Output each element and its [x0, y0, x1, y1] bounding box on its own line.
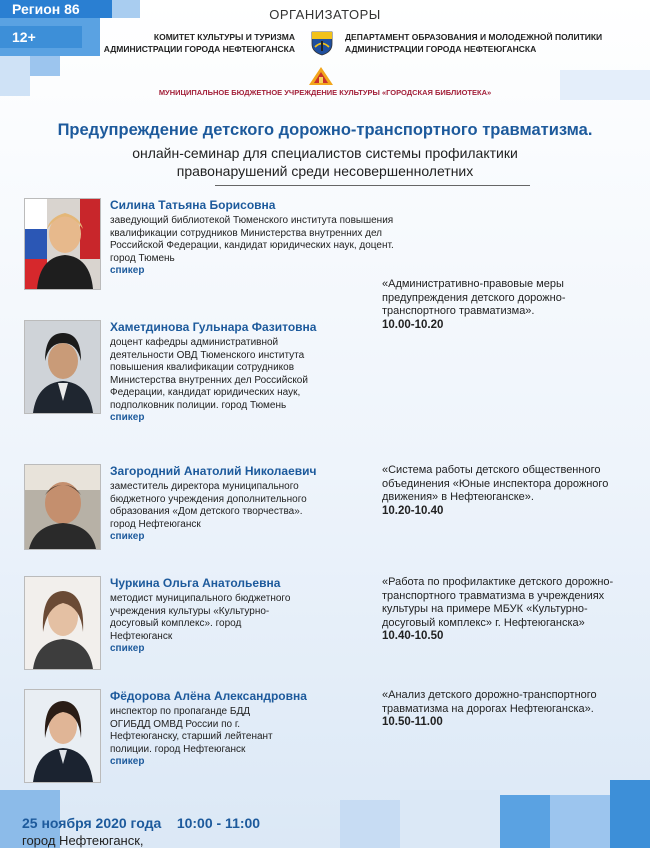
age-rating: 12+	[0, 26, 82, 48]
decor-tile	[30, 56, 60, 76]
speaker-description	[110, 593, 305, 656]
talk-info	[382, 576, 637, 644]
talk-time: 10.40-10.50	[382, 630, 444, 642]
speaker-name: Чуркина Ольга Анатольевна	[110, 576, 281, 590]
event-datetime	[22, 815, 260, 831]
speaker-details: заведующий библиотекой Тюменского института повышения квалификации сотрудников Министерства внутренних дел Российской Федерации, кандидат юридических наук, доцент. город Тюмень	[110, 215, 394, 264]
speaker-description	[110, 706, 290, 769]
speaker-name: Загородний Анатолий Николаевич	[110, 464, 317, 478]
organizer-culture-committee: КОМИТЕТ КУЛЬТУРЫ И ТУРИЗМА АДМИНИСТРАЦИИ ГОРОДА НЕФТЕЮГАНСКА	[103, 32, 295, 54]
talk-title: «Анализ детского дорожно-транспортного травматизма на дорогах Нефтеюганска».	[382, 689, 597, 715]
speaker-photo	[24, 689, 101, 783]
speaker-role: спикер	[110, 265, 145, 276]
speaker-details: инспектор по пропаганде БДД ОГИБДД ОМВД России по г. Нефтеюганску, старший лейтенант полиции. город Нефтеюганск	[110, 706, 273, 755]
speaker-details: методист муниципального бюджетного учреждения культуры «Культурно-досуговый комплекс». город Нефтеюганск	[110, 593, 291, 642]
decor-tile	[400, 790, 500, 848]
region-label: Регион 86	[0, 0, 112, 18]
decor-tile	[340, 800, 400, 848]
speaker-description	[110, 337, 340, 425]
talk-info	[382, 689, 637, 730]
decor-tile	[550, 795, 610, 848]
speaker-description	[110, 215, 395, 278]
city-crest-icon	[310, 30, 334, 56]
speaker-photo	[24, 320, 101, 414]
organizers-title: ОРГАНИЗАТОРЫ	[269, 7, 381, 22]
speaker-photo	[24, 198, 101, 290]
speaker-role: спикер	[110, 756, 145, 767]
speaker-details: заместитель директора муниципального бюджетного учреждения дополнительного образования «Дом детского творчества». город Нефтеюганск	[110, 481, 307, 530]
talk-info	[382, 278, 637, 332]
talk-time: 10.00-10.20	[382, 318, 444, 331]
speaker-name: Фёдорова Алёна Александровна	[110, 689, 307, 703]
talk-info	[382, 464, 637, 518]
library-logo-icon	[308, 66, 334, 86]
subtitle-line-2: правонарушений среди несовершеннолетних	[176, 163, 474, 179]
page-subtitle	[0, 144, 650, 180]
event-time: 10:00 - 11:00	[176, 815, 261, 831]
speaker-role: спикер	[110, 643, 145, 654]
subtitle-line-1: онлайн-семинар для специалистов системы профилактики	[132, 145, 518, 161]
speaker-name: Силина Татьяна Борисовна	[110, 198, 276, 212]
talk-title: «Система работы детского общественного объединения «Юные инспектора дорожного движения» в Нефтеюганске».	[382, 464, 609, 503]
page-title: Предупреждение детского дорожно-транспортного травматизма.	[57, 121, 593, 139]
speaker-role: спикер	[110, 412, 145, 423]
organizer-education-department: ДЕПАРТАМЕНТ ОБРАЗОВАНИЯ И МОЛОДЕЖНОЙ ПОЛИТИКИ АДМИНИСТРАЦИИ ГОРОДА НЕФТЕЮГАНСКА	[345, 32, 603, 54]
decor-tile	[610, 780, 650, 848]
speaker-role: спикер	[110, 531, 145, 542]
speaker-details: доцент кафедры административной деятельности ОВД Тюменского института повышения квалификации сотрудников Министерства внутренних дел Российской Федерации, кандидат юридических наук, подполковник полиции. город Тюмень	[110, 337, 308, 411]
divider	[215, 185, 530, 186]
speaker-photo	[24, 464, 101, 550]
talk-title: «Административно-правовые меры предупреждения детского дорожно-транспортного травматизма».	[382, 278, 566, 317]
event-city: город Нефтеюганск,	[22, 833, 144, 848]
speaker-description	[110, 481, 310, 544]
event-date: 25 ноября 2020 года	[22, 815, 162, 831]
speaker-name: Хаметдинова Гульнара Фазитовна	[110, 320, 317, 334]
decor-tile	[500, 795, 550, 848]
talk-time: 10.50-11.00	[382, 716, 443, 728]
speaker-photo	[24, 576, 101, 670]
talk-title: «Работа по профилактике детского дорожно-транспортного травматизма в учреждениях культуры на примере МБУК «Культурно-досуговый комплекс» г. Нефтеюганска»	[382, 576, 614, 629]
library-name: МУНИЦИПАЛЬНОЕ БЮДЖЕТНОЕ УЧРЕЖДЕНИЕ КУЛЬТУРЫ «ГОРОДСКАЯ БИБЛИОТЕКА»	[158, 88, 492, 97]
talk-time: 10.20-10.40	[382, 504, 444, 517]
